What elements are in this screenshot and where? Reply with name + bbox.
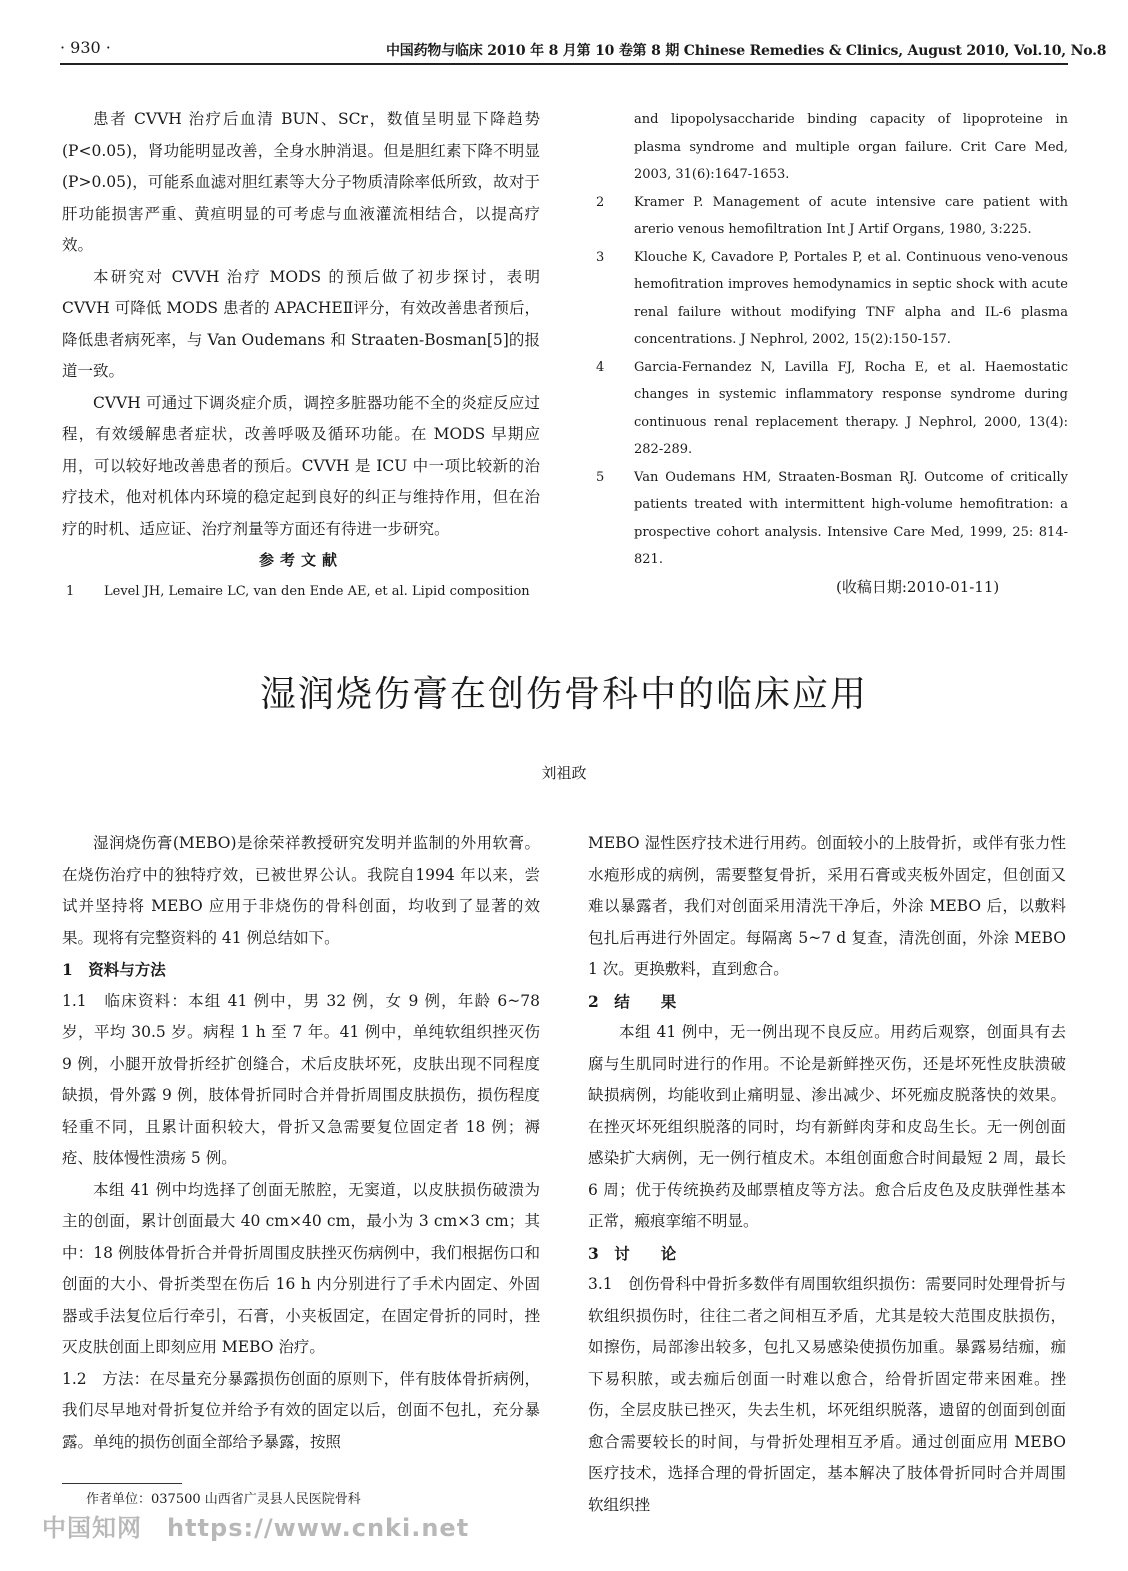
reference-item-continued <box>596 106 1068 189</box>
body-paragraph: 1.1 临床资料：本组 41 例中，男 32 例，女 9 例，年龄 6~78 岁，平均 30.5 岁。病程 1 h 至 7 年。41 例中，单纯软组织挫灭伤 9 例，小腿开放骨折经扩创缝合，术后皮肤坏死，皮肤出现不同程度缺损，骨外露 9 例，肢体骨折同时合并骨折周围皮肤损伤，损伤程度轻重不同，且累计面积较大，骨折又急需要复位固定者 18 例；褥疮、肢体慢性溃疡 5 例。 <box>62 991 540 1167</box>
reference-number: 5 <box>596 469 605 485</box>
article-author: 刘祖政 <box>541 764 587 782</box>
reference-text: Level JH, Lemaire LC, van den Ende AE, et al. Lipid composition <box>104 584 530 599</box>
prev-paragraph: 患者 CVVH 治疗后血清 BUN、SCr，数值呈明显下降趋势(P<0.05)，肾功能明显改善，全身水肿消退。但是胆红素下降不明显(P>0.05)，可能系血滤对胆红素等大分子物质清除率低所致，故对于肝功能损害严重、黄疸明显的可考虑与血液灌流相结合，以提高疗效。 <box>62 110 540 254</box>
reference-list-right <box>596 106 1068 574</box>
article-title: 湿润烧伤膏在创伤骨科中的临床应用 <box>259 674 868 715</box>
body-paragraph: 本组 41 例中，无一例出现不良反应。用药后观察，创面具有去腐与生肌同时进行的作用。不论是新鲜挫灭伤，还是坏死性皮肤溃破缺损病例，均能收到止痛明显、渗出减少、坏死痂皮脱落快的效果。在挫灭坏死组织脱落的同时，均有新鲜肉芽和皮岛生长。无一例创面感染扩大病例，无一例行植皮术。本组创面愈合时间最短 2 周，最长 6 周；优于传统换药及邮票植皮等方法。愈合后皮色及皮肤弹性基本正常，瘢痕挛缩不明显。 <box>588 1023 1066 1230</box>
body-paragraph: 本组 41 例中均选择了创面无脓腔，无窦道，以皮肤损伤破溃为主的创面，累计创面最大 40 cm×40 cm，最小为 3 cm×3 cm；其中：18 例肢体骨折合并骨折周围皮肤挫灭伤病例中，我们根据伤口和创面的大小、骨折类型在伤后 16 h 内分别进行了手术内固定、外固器或手法复位后行牵引，石膏，小夹板固定，在固定骨折的同时，挫灭皮肤创面上即刻应用 MEBO 治疗。 <box>62 1180 540 1356</box>
body-paragraph: 湿润烧伤膏(MEBO)是徐荣祥教授研究发明并监制的外用软膏。在烧伤治疗中的独特疗效，已被世界公认。我院自1994 年以来，尝试并坚持将 MEBO 应用于非烧伤的骨科创面，均收到了显著的效果。现将有完整资料的 41 例总结如下。 <box>62 834 540 947</box>
reference-text: Garcia-Fernandez N, Lavilla FJ, Rocha E, et al. Haemostatic changes in systemic inflammatory response syndrome during continuous renal replacement therapy. J Nephrol, 2000, 13(4): 282-289. <box>634 359 1068 457</box>
reference-item <box>596 189 1068 244</box>
section-heading: 2 结 果 <box>588 991 677 1011</box>
cnki-watermark: 中国知网 https://www.cnki.net <box>42 1514 470 1542</box>
reference-item <box>596 464 1068 574</box>
section-heading: 1 资料与方法 <box>62 960 166 979</box>
reference-text: and lipopolysaccharide binding capacity of lipoproteine in plasma syndrome and multiple organ failure. Crit Care Med, 2003, 31(6):1647-1653. <box>634 112 1068 182</box>
header-rule <box>60 63 1068 65</box>
reference-text: Klouche K, Cavadore P, Portales P, et al. Continuous veno-venous hemofitration improves hemodynamics in septic shock with acute renal failure without modifying TNF alpha and IL-6 plasma concentrations. J Nephrol, 2002, 15(2):150-157. <box>634 249 1068 347</box>
footnote-rule <box>62 1483 182 1484</box>
reference-item <box>596 244 1068 354</box>
reference-number: 3 <box>596 249 605 265</box>
references-heading: 参考文献 <box>258 551 343 569</box>
body-paragraph: MEBO 湿性医疗技术进行用药。创面较小的上肢骨折，或伴有张力性水疱形成的病例，需要整复骨折，采用石膏或夹板外固定，但创面又难以暴露者，我们对创面采用清洗干净后，外涂 MEBO 后，以敷料包扎后再进行外固定。每隔离 5~7 d 复查，清洗创面，外涂 MEBO 1 次。更换敷料，直到愈合。 <box>588 834 1066 978</box>
reference-text: Kramer P. Management of acute intensive care patient with arerio venous hemofiltration Int J Artif Organs, 1980, 3:225. <box>634 194 1068 237</box>
body-paragraph: 1.2 方法：在尽量充分暴露损伤创面的原则下，伴有肢体骨折病例，我们尽早地对骨折复位并给予有效的固定以后，创面不包扎，充分暴露。单纯的损伤创面全部给予暴露，按照 <box>62 1369 540 1451</box>
running-title: 中国药物与临床 2010 年 8 月第 10 卷第 8 期 Chinese Remedies & Clinics, August 2010, Vol.10, No.8 <box>386 43 1107 59</box>
received-date: (收稿日期:2010-01-11) <box>836 578 1000 596</box>
reference-number: 2 <box>596 194 605 210</box>
reference-item <box>66 578 540 605</box>
page-number: · 930 · <box>60 38 111 57</box>
article-left-column <box>62 828 540 1458</box>
author-affiliation-footnote: 作者单位：037500 山西省广灵县人民医院骨科 <box>86 1492 361 1507</box>
body-paragraph: 3.1 创伤骨科中骨折多数伴有周围软组织损伤：需要同时处理骨折与软组织损伤时，往往二者之间相互矛盾，尤其是较大范围皮肤损伤，如擦伤，局部渗出较多，包扎又易感染使损伤加重。暴露易结痂，痂下易积脓，或去痂后创面一时难以愈合，给骨折固定带来困难。挫伤，全层皮肤已挫灭，失去生机，坏死组织脱落，遗留的创面到创面愈合需要较长的时间，与骨折处理相互矛盾。通过创面应用 MEBO 医疗技术，选择合理的骨折固定，基本解决了肢体骨折同时合并周围软组织挫 <box>588 1275 1066 1514</box>
prev-article-left-column <box>62 104 540 577</box>
reference-number: 1 <box>66 584 75 599</box>
prev-paragraph: 本研究对 CVVH 治疗 MODS 的预后做了初步探讨，表明 CVVH 可降低 MODS 患者的 APACHEⅡ评分，有效改善患者预后，降低患者病死率，与 Van Oudemans 和 Straaten-Bosman[5]的报道一致。 <box>62 267 540 380</box>
section-heading: 3 讨 论 <box>588 1243 677 1263</box>
article-right-column <box>588 828 1066 1521</box>
reference-number: 4 <box>596 359 605 375</box>
reference-item <box>596 354 1068 464</box>
prev-paragraph: CVVH 可通过下调炎症介质，调控多脏器功能不全的炎症反应过程，有效缓解患者症状，改善呼吸及循环功能。在 MODS 早期应用，可以较好地改善患者的预后。CVVH 是 ICU 中一项比较新的治疗技术，他对机体内环境的稳定起到良好的纠正与维持作用，但在治疗的时机、适应证、治疗剂量等方面还有待进一步研究。 <box>62 393 540 538</box>
reference-list-left <box>66 578 540 605</box>
reference-text: Van Oudemans HM, Straaten-Bosman RJ. Outcome of critically patients treated with intermittent high-volume hemofitration: a prospective cohort analysis. Intensive Care Med, 1999, 25: 814-821. <box>634 469 1068 567</box>
